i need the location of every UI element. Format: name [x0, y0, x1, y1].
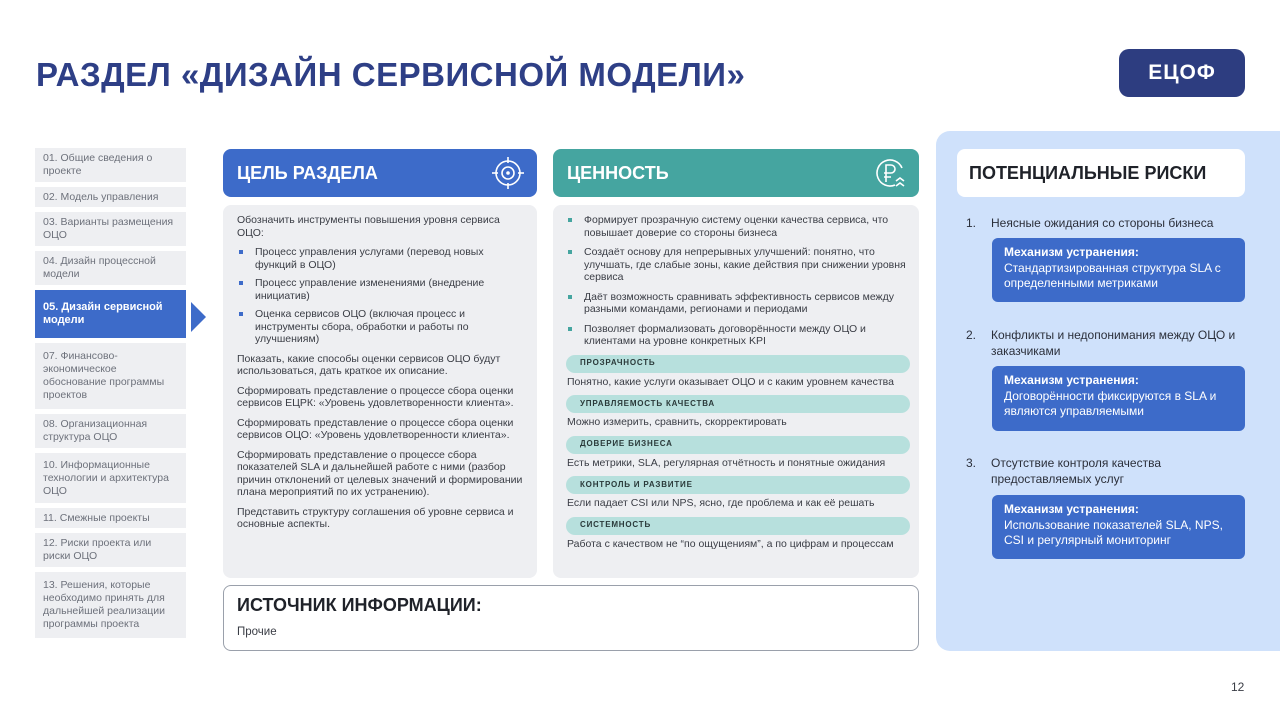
- value-bullet: Даёт возможность сравнивать эффективность сервисов между разными командами, регионами и периодами: [562, 291, 910, 316]
- mitigation-title: Механизм устранения:: [1004, 373, 1139, 387]
- mitigation-title: Механизм устранения:: [1004, 502, 1139, 516]
- mitigation-text: Использование показателей SLA, NPS, CSI и регулярный мониторинг: [1004, 517, 1223, 547]
- page-title: РАЗДЕЛ «ДИЗАЙН СЕРВИСНОЙ МОДЕЛИ»: [36, 56, 746, 93]
- risk-text: Отсутствие контроля качества предоставляемых услуг: [991, 456, 1161, 486]
- nav-item-07[interactable]: 07. Финансово-экономическое обоснование программы проектов: [35, 343, 186, 409]
- risk-number: 1.: [966, 216, 977, 230]
- value-tag-business-trust: ДОВЕРИЕ БИЗНЕСА: [566, 436, 910, 454]
- value-tag-control-development: КОНТРОЛЬ И РАЗВИТИЕ: [566, 476, 910, 494]
- goal-bullet: Процесс управление изменениями (внедрение инициатив): [237, 277, 523, 302]
- value-tag-desc: Понятно, какие услуги оказывает ОЦО и с каким уровнем качества: [567, 375, 894, 388]
- risk-number: 2.: [966, 328, 977, 342]
- source-title: ИСТОЧНИК ИНФОРМАЦИИ:: [237, 595, 482, 615]
- source-box: [223, 585, 919, 651]
- nav-item-04[interactable]: 04. Дизайн процессной модели: [35, 251, 186, 285]
- risk-item-3: [966, 456, 1246, 487]
- mitigation-box-1: [992, 238, 1245, 302]
- nav-item-13[interactable]: 13. Решения, которые необходимо принять для дальнейшей реализации программы проекта: [35, 572, 186, 638]
- ruble-coin-icon: [873, 156, 907, 190]
- nav-item-11[interactable]: 11. Смежные проекты: [35, 508, 186, 528]
- goal-body: [223, 205, 537, 578]
- risk-item-1: [966, 216, 1246, 232]
- goal-paragraph: Показать, какие способы оценки сервисов ОЦО будут использоваться, дать краткое их описание.: [237, 352, 501, 377]
- risk-text: Неясные ожидания со стороны бизнеса: [991, 216, 1214, 230]
- risk-number: 3.: [966, 456, 977, 470]
- section-nav: [35, 148, 186, 643]
- goal-paragraph: Сформировать представление о процессе сбора оценки сервисов ЕЦРК: «Уровень удовлетворенности клиента».: [237, 384, 514, 409]
- mitigation-text: Договорённости фиксируются в SLA и являются управляемыми: [1004, 388, 1217, 418]
- nav-item-03[interactable]: 03. Варианты размещения ОЦО: [35, 212, 186, 246]
- value-bullet: Создаёт основу для непрерывных улучшений: понятно, что улучшать, где слабые зоны, какие действия при снижении уровня сервиса: [562, 246, 910, 284]
- risk-item-2: [966, 328, 1246, 359]
- goal-paragraph: Сформировать представление о процессе сбора показателей SLA и дальнейшей работе с ними (разбор причин отклонений от целевых значений и формировании плана мероприятий по их устранению).: [237, 448, 523, 498]
- risk-text: Конфликты и недопонимания между ОЦО и заказчиками: [991, 328, 1236, 358]
- nav-item-08[interactable]: 08. Организационная структура ОЦО: [35, 414, 186, 448]
- value-tag-desc: Если падает CSI или NPS, ясно, где проблема и как её решать: [567, 497, 875, 509]
- mitigation-text: Стандартизированная структура SLA с определенными метриками: [1004, 260, 1221, 290]
- value-bullet: Формирует прозрачную систему оценки качества сервиса, что повышает доверие со стороны бизнеса: [562, 214, 910, 239]
- risks-header: ПОТЕНЦИАЛЬНЫЕ РИСКИ: [957, 149, 1245, 197]
- value-tag-quality-control: УПРАВЛЯЕМОСТЬ КАЧЕСТВА: [566, 395, 910, 413]
- mitigation-box-2: [992, 366, 1245, 431]
- value-tag-desc: Работа с качеством не “по ощущениям”, а по цифрам и процессам: [567, 537, 894, 550]
- goal-bullet: Процесс управления услугами (перевод новых функций в ОЦО): [237, 246, 523, 271]
- value-tag-desc: Можно измерить, сравнить, скорректировать: [567, 416, 787, 428]
- value-body: [553, 205, 919, 578]
- value-tag-desc: Есть метрики, SLA, регулярная отчётность и понятные ожидания: [567, 456, 886, 469]
- nav-item-02[interactable]: 02. Модель управления: [35, 187, 186, 207]
- nav-item-01[interactable]: 01. Общие сведения о проекте: [35, 148, 186, 182]
- source-text: Прочие: [237, 626, 277, 638]
- nav-item-12[interactable]: 12. Риски проекта или риски ОЦО: [35, 533, 186, 567]
- logo: ЕЦОФ: [1119, 49, 1245, 97]
- goal-intro: Обозначить инструменты повышения уровня сервиса ОЦО:: [237, 214, 500, 239]
- active-section-arrow: [191, 302, 206, 332]
- goal-paragraph: Сформировать представление о процессе сбора оценки сервисов ОЦО: «Уровень удовлетворенности клиента».: [237, 416, 514, 441]
- mitigation-title: Механизм устранения:: [1004, 245, 1139, 259]
- goal-bullets: [237, 246, 523, 346]
- nav-item-05-active[interactable]: 05. Дизайн сервисной модели: [35, 290, 186, 338]
- value-bullets: [562, 214, 910, 348]
- goal-header-title: ЦЕЛЬ РАЗДЕЛА: [237, 162, 378, 183]
- value-header-title: ЦЕННОСТЬ: [567, 162, 669, 183]
- target-icon: [491, 156, 525, 190]
- value-tag-systematic: СИСТЕМНОСТЬ: [566, 517, 910, 535]
- goal-header: [223, 149, 537, 197]
- value-bullet: Позволяет формализовать договорённости между ОЦО и клиентами на уровне конкретных KPI: [562, 323, 910, 348]
- goal-bullet: Оценка сервисов ОЦО (включая процесс и инструменты сбора, обработки и работы по улучшениям): [237, 308, 523, 346]
- value-header: [553, 149, 919, 197]
- value-tag-transparency: ПРОЗРАЧНОСТЬ: [566, 355, 910, 373]
- mitigation-box-3: [992, 495, 1245, 559]
- goal-paragraph: Представить структуру соглашения об уровне сервиса и основные аспекты.: [237, 505, 514, 530]
- page-number: 12: [1231, 680, 1245, 694]
- nav-item-10[interactable]: 10. Информационные технологии и архитектура ОЦО: [35, 453, 186, 503]
